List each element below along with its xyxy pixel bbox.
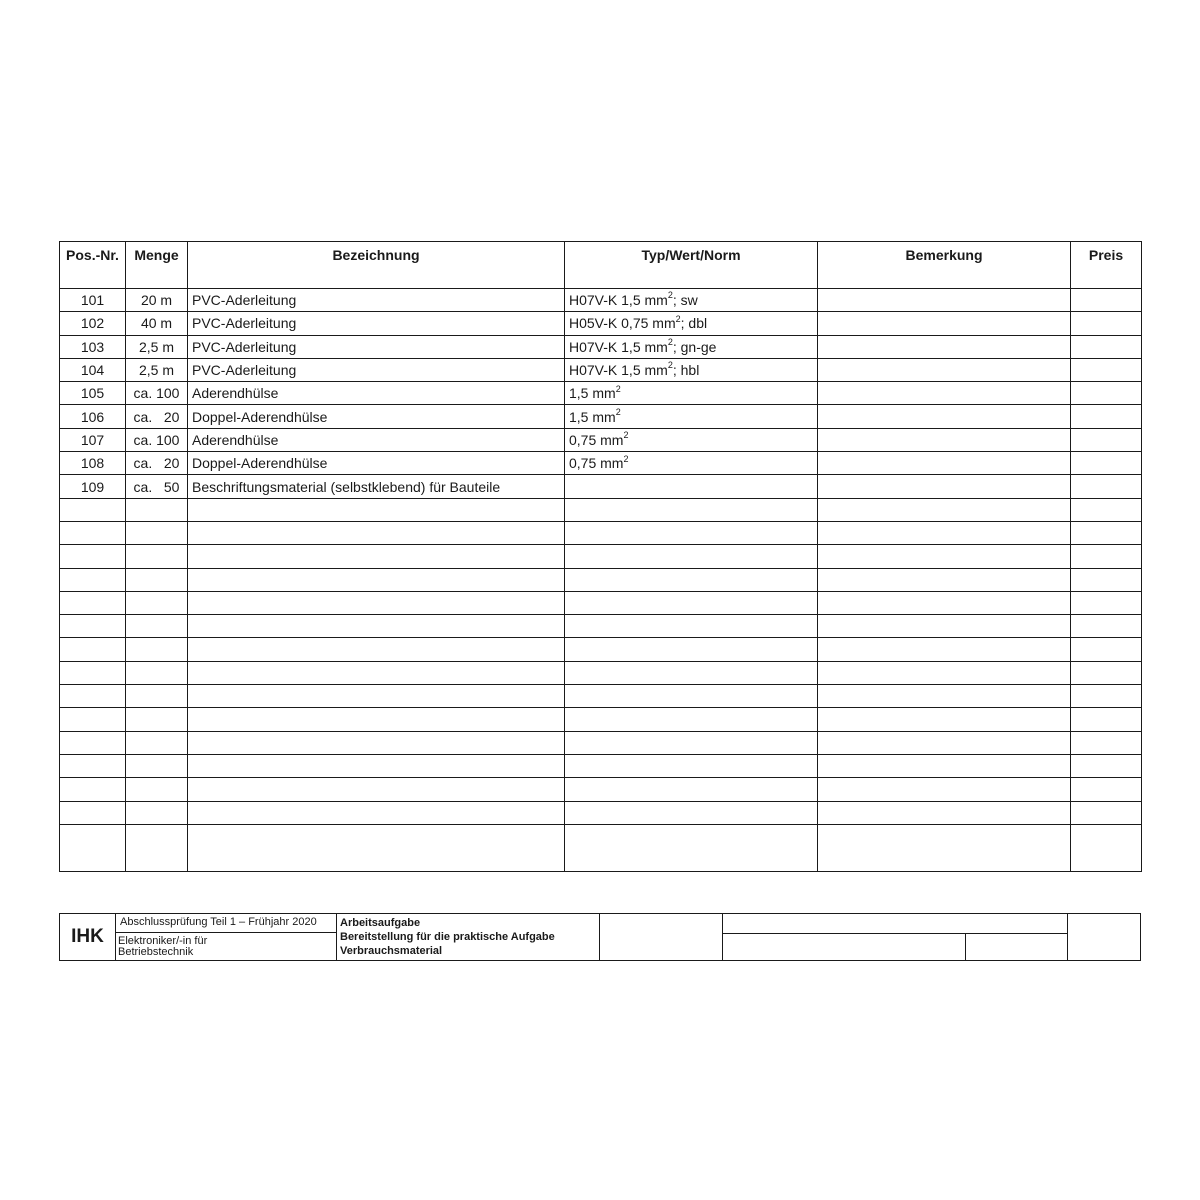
ihk-logo: IHK	[71, 925, 104, 947]
empty-row	[60, 521, 1142, 544]
empty-cell	[565, 754, 818, 777]
empty-cell	[188, 661, 565, 684]
profession-line-1: Elektroniker/-in für	[118, 935, 208, 947]
empty-cell	[1071, 638, 1142, 661]
empty-cell	[1071, 521, 1142, 544]
empty-row	[60, 661, 1142, 684]
cell-menge: ca. 50	[126, 475, 188, 498]
typ-suffix: ; dbl	[680, 315, 708, 332]
typ-superscript: 2	[615, 406, 621, 417]
header-pos: Pos.-Nr.	[60, 242, 126, 289]
empty-cell	[188, 754, 565, 777]
empty-cell	[126, 615, 188, 638]
empty-cell	[565, 591, 818, 614]
cell-menge: 2,5 m	[126, 358, 188, 381]
empty-cell	[818, 568, 1071, 591]
typ-text: H07V-K 1,5 mm	[569, 338, 668, 355]
empty-cell	[188, 615, 565, 638]
cell-pos: 101	[60, 289, 126, 312]
empty-row	[60, 568, 1142, 591]
empty-cell	[60, 638, 126, 661]
empty-cell	[1071, 545, 1142, 568]
empty-cell	[565, 778, 818, 801]
cell-menge: 20 m	[126, 289, 188, 312]
footer-title-block	[59, 913, 1141, 961]
typ-superscript: 2	[623, 430, 629, 441]
empty-cell	[60, 778, 126, 801]
empty-cell	[1071, 824, 1142, 871]
cell-typ	[565, 452, 818, 475]
empty-cell	[818, 685, 1071, 708]
empty-cell	[565, 661, 818, 684]
empty-cell	[126, 708, 188, 731]
table-row	[60, 335, 1142, 358]
divider	[722, 933, 1067, 934]
empty-cell	[60, 591, 126, 614]
typ-text: H05V-K 0,75 mm	[569, 315, 676, 332]
empty-cell	[818, 801, 1071, 824]
empty-cell	[126, 824, 188, 871]
task-title: Arbeitsaufgabe	[340, 917, 421, 929]
header-bemerkung: Bemerkung	[818, 242, 1071, 289]
empty-cell	[565, 638, 818, 661]
empty-cell	[1071, 778, 1142, 801]
empty-cell	[565, 801, 818, 824]
table-body	[60, 289, 1142, 872]
header-preis: Preis	[1071, 242, 1142, 289]
cell-menge: 2,5 m	[126, 335, 188, 358]
task-material: Verbrauchsmaterial	[340, 945, 443, 957]
empty-cell	[126, 568, 188, 591]
cell-bemerkung	[818, 335, 1071, 358]
cell-typ	[565, 382, 818, 405]
cell-menge: ca. 100	[126, 382, 188, 405]
header-bezeichnung: Bezeichnung	[188, 242, 565, 289]
empty-cell	[126, 801, 188, 824]
cell-preis	[1071, 475, 1142, 498]
typ-suffix: ; sw	[672, 292, 698, 309]
empty-cell	[1071, 615, 1142, 638]
typ-suffix: ; hbl	[672, 362, 700, 379]
cell-bezeichnung: Doppel-Aderendhülse	[188, 452, 565, 475]
typ-text: 0,75 mm	[569, 455, 624, 472]
cell-bezeichnung: PVC-Aderleitung	[188, 335, 565, 358]
profession-line-2: Betriebstechnik	[118, 946, 194, 958]
cell-typ	[565, 289, 818, 312]
empty-cell	[188, 708, 565, 731]
empty-row	[60, 615, 1142, 638]
cell-bemerkung	[818, 405, 1071, 428]
empty-cell	[126, 591, 188, 614]
divider	[115, 914, 116, 960]
cell-bemerkung	[818, 358, 1071, 381]
cell-typ	[565, 428, 818, 451]
table-row	[60, 405, 1142, 428]
typ-superscript: 2	[615, 383, 621, 394]
cell-pos: 105	[60, 382, 126, 405]
cell-bemerkung	[818, 382, 1071, 405]
empty-row	[60, 754, 1142, 777]
table-row	[60, 358, 1142, 381]
empty-cell	[1071, 498, 1142, 521]
empty-cell	[188, 801, 565, 824]
cell-menge: ca. 100	[126, 428, 188, 451]
empty-cell	[818, 638, 1071, 661]
cell-preis	[1071, 335, 1142, 358]
empty-cell	[188, 778, 565, 801]
empty-cell	[1071, 801, 1142, 824]
table-header-row	[60, 242, 1142, 289]
cell-menge: 40 m	[126, 312, 188, 335]
empty-cell	[818, 521, 1071, 544]
empty-cell	[60, 498, 126, 521]
divider	[599, 914, 600, 960]
empty-row	[60, 801, 1142, 824]
empty-row	[60, 498, 1142, 521]
empty-cell	[60, 824, 126, 871]
header-typ: Typ/Wert/Norm	[565, 242, 818, 289]
material-list-table	[59, 241, 1142, 872]
empty-cell	[565, 498, 818, 521]
typ-superscript: 2	[667, 360, 673, 371]
table-row	[60, 475, 1142, 498]
empty-cell	[1071, 661, 1142, 684]
empty-cell	[60, 731, 126, 754]
empty-cell	[818, 708, 1071, 731]
exam-title: Abschlussprüfung Teil 1 – Frühjahr 2020	[120, 916, 317, 928]
empty-cell	[126, 498, 188, 521]
empty-cell	[818, 591, 1071, 614]
empty-row	[60, 708, 1142, 731]
cell-bezeichnung: PVC-Aderleitung	[188, 358, 565, 381]
empty-cell	[60, 545, 126, 568]
table-row	[60, 428, 1142, 451]
typ-superscript: 2	[675, 313, 681, 324]
empty-cell	[565, 685, 818, 708]
cell-pos: 109	[60, 475, 126, 498]
cell-preis	[1071, 405, 1142, 428]
cell-typ	[565, 405, 818, 428]
typ-text: 0,75 mm	[569, 431, 624, 448]
typ-text: H07V-K 1,5 mm	[569, 292, 668, 309]
cell-pos: 102	[60, 312, 126, 335]
cell-preis	[1071, 358, 1142, 381]
cell-bezeichnung: PVC-Aderleitung	[188, 289, 565, 312]
cell-bezeichnung: Aderendhülse	[188, 382, 565, 405]
empty-cell	[126, 754, 188, 777]
empty-row	[60, 778, 1142, 801]
cell-typ	[565, 335, 818, 358]
empty-cell	[60, 521, 126, 544]
empty-cell	[126, 521, 188, 544]
divider	[965, 933, 966, 960]
empty-cell	[60, 754, 126, 777]
empty-cell	[60, 661, 126, 684]
cell-pos: 104	[60, 358, 126, 381]
table-row	[60, 289, 1142, 312]
empty-cell	[126, 731, 188, 754]
typ-superscript: 2	[623, 453, 629, 464]
empty-row	[60, 824, 1142, 871]
header-menge: Menge	[126, 242, 188, 289]
table-row	[60, 312, 1142, 335]
empty-row	[60, 545, 1142, 568]
empty-cell	[126, 638, 188, 661]
cell-preis	[1071, 452, 1142, 475]
table-row	[60, 452, 1142, 475]
empty-cell	[188, 731, 565, 754]
empty-cell	[565, 731, 818, 754]
cell-typ	[565, 312, 818, 335]
empty-cell	[188, 685, 565, 708]
cell-bemerkung	[818, 312, 1071, 335]
cell-preis	[1071, 382, 1142, 405]
empty-cell	[126, 778, 188, 801]
table-row	[60, 382, 1142, 405]
divider	[336, 914, 337, 960]
empty-cell	[565, 824, 818, 871]
cell-bezeichnung: PVC-Aderleitung	[188, 312, 565, 335]
empty-cell	[188, 591, 565, 614]
empty-cell	[60, 568, 126, 591]
empty-cell	[818, 615, 1071, 638]
empty-cell	[188, 638, 565, 661]
cell-pos: 108	[60, 452, 126, 475]
empty-cell	[60, 708, 126, 731]
empty-cell	[565, 521, 818, 544]
empty-cell	[60, 615, 126, 638]
empty-cell	[818, 498, 1071, 521]
cell-bemerkung	[818, 452, 1071, 475]
empty-cell	[60, 685, 126, 708]
typ-suffix: ; gn-ge	[672, 338, 717, 355]
empty-cell	[126, 545, 188, 568]
task-subtitle: Bereitstellung für die praktische Aufgabe	[340, 931, 555, 943]
typ-text: 1,5 mm	[569, 408, 616, 425]
divider	[722, 914, 723, 960]
cell-preis	[1071, 312, 1142, 335]
cell-menge: ca. 20	[126, 452, 188, 475]
empty-cell	[565, 708, 818, 731]
cell-preis	[1071, 428, 1142, 451]
empty-cell	[60, 801, 126, 824]
cell-menge: ca. 20	[126, 405, 188, 428]
empty-row	[60, 591, 1142, 614]
empty-cell	[818, 545, 1071, 568]
cell-bemerkung	[818, 475, 1071, 498]
empty-cell	[818, 754, 1071, 777]
empty-cell	[818, 824, 1071, 871]
empty-cell	[1071, 731, 1142, 754]
empty-cell	[126, 661, 188, 684]
empty-cell	[1071, 568, 1142, 591]
cell-pos: 107	[60, 428, 126, 451]
cell-preis	[1071, 289, 1142, 312]
typ-text: H07V-K 1,5 mm	[569, 362, 668, 379]
empty-row	[60, 685, 1142, 708]
empty-cell	[818, 731, 1071, 754]
empty-cell	[818, 661, 1071, 684]
empty-cell	[188, 824, 565, 871]
empty-cell	[818, 778, 1071, 801]
typ-superscript: 2	[667, 290, 673, 301]
cell-bemerkung	[818, 289, 1071, 312]
divider	[115, 932, 336, 933]
typ-superscript: 2	[667, 337, 673, 348]
cell-typ	[565, 475, 818, 498]
empty-cell	[565, 615, 818, 638]
cell-bezeichnung: Aderendhülse	[188, 428, 565, 451]
typ-text: 1,5 mm	[569, 385, 616, 402]
cell-pos: 106	[60, 405, 126, 428]
empty-cell	[126, 685, 188, 708]
empty-cell	[1071, 754, 1142, 777]
empty-cell	[1071, 591, 1142, 614]
empty-cell	[188, 521, 565, 544]
empty-cell	[1071, 708, 1142, 731]
cell-typ	[565, 358, 818, 381]
empty-cell	[188, 568, 565, 591]
empty-row	[60, 731, 1142, 754]
empty-cell	[188, 545, 565, 568]
empty-cell	[565, 545, 818, 568]
cell-bemerkung	[818, 428, 1071, 451]
cell-pos: 103	[60, 335, 126, 358]
empty-cell	[188, 498, 565, 521]
empty-row	[60, 638, 1142, 661]
cell-bezeichnung: Beschriftungsmaterial (selbstklebend) für Bauteile	[188, 475, 565, 498]
divider	[1067, 914, 1068, 960]
empty-cell	[1071, 685, 1142, 708]
cell-bezeichnung: Doppel-Aderendhülse	[188, 405, 565, 428]
empty-cell	[565, 568, 818, 591]
